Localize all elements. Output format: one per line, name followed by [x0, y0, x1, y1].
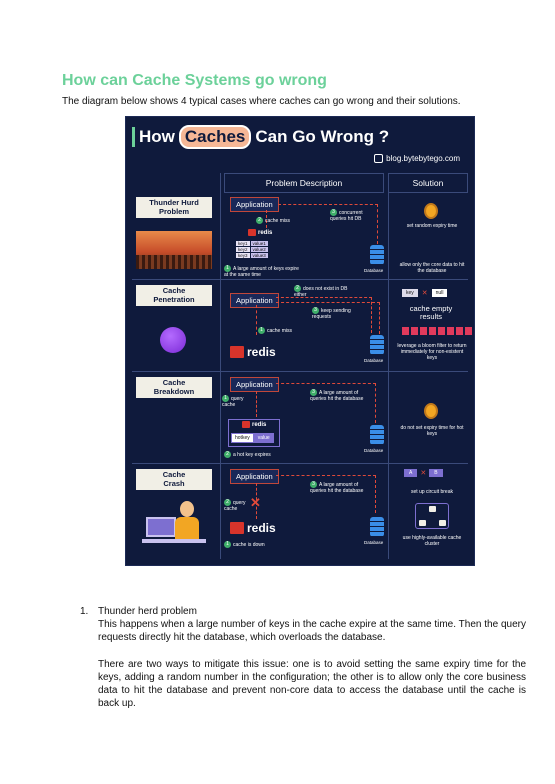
hot-value-chip: value	[254, 433, 274, 443]
bloom-bit	[456, 327, 463, 335]
step-note	[256, 217, 290, 225]
kv-key: key1	[238, 241, 248, 246]
caches-infographic	[125, 116, 475, 566]
bloom-bit	[447, 327, 454, 335]
step-number-icon: 3	[312, 307, 319, 314]
page-title: How can Cache Systems go wrong	[62, 72, 327, 89]
column-divider	[388, 173, 389, 559]
step-note	[222, 395, 252, 408]
solution-text: set up circuit break	[411, 489, 453, 495]
title-part1: How	[139, 127, 175, 146]
redis-node	[242, 421, 266, 428]
database-icon	[370, 335, 384, 355]
clock-icon	[424, 403, 438, 419]
bloom-bit	[402, 327, 409, 335]
case-label-line: Cache	[162, 470, 186, 479]
row-divider	[132, 279, 468, 280]
step-number-icon: 1	[222, 395, 229, 402]
cache-cluster-icon	[415, 503, 449, 529]
step-text: does not exist in DB either	[294, 285, 348, 298]
step-text: a hot key expires	[233, 451, 271, 458]
step-number-icon: 2	[256, 217, 263, 224]
key-value-table	[236, 241, 268, 259]
solution-text: do not set expiry time for hot keys	[400, 425, 464, 437]
cross-icon: ✕	[421, 290, 428, 297]
step-number-icon: 3	[310, 481, 317, 488]
solution-text: use highly-available cache cluster	[402, 535, 462, 547]
application-box: Application	[230, 293, 279, 308]
redis-icon	[248, 229, 256, 236]
redis-icon	[230, 522, 244, 534]
kv-row	[236, 241, 268, 246]
hot-key-pair	[231, 433, 274, 443]
database-label: Database	[364, 358, 384, 363]
kv-row	[236, 253, 268, 258]
case-label-line: Breakdown	[153, 386, 195, 396]
step-text: keep sending requests	[312, 307, 351, 320]
list-item-paragraph: This happens when a large number of keys in the cache expire at the same time. Then the query requests directly hit the database, which overloads the database.	[98, 619, 526, 643]
step-text: query cache	[224, 499, 246, 512]
step-note	[258, 327, 292, 335]
cluster-node	[429, 506, 436, 512]
bloom-bit	[411, 327, 418, 335]
service-b-chip: B	[429, 469, 442, 477]
service-a-chip: A	[404, 469, 417, 477]
solution-text: cache empty results	[409, 304, 453, 321]
kv-key: key3	[238, 253, 248, 258]
case-label-line: Cache	[162, 286, 186, 295]
solution-text: set random expiry time	[406, 223, 458, 229]
redis-icon	[242, 421, 250, 428]
request-arrow	[256, 305, 257, 335]
row-divider	[132, 463, 468, 464]
bloom-bit	[465, 327, 472, 335]
step-number-icon: 1	[224, 265, 231, 272]
step-text: query cache	[222, 395, 244, 408]
key-chip: key	[402, 289, 418, 297]
step-text: concurrent queries hit DB	[330, 209, 363, 222]
redis-node	[230, 345, 276, 359]
kv-value: value2	[252, 247, 266, 252]
developer-illustration	[142, 495, 206, 551]
request-arrow	[276, 475, 376, 476]
step-text: A large amount of queries hit the database	[310, 389, 364, 402]
ball-illustration	[160, 327, 186, 353]
database-label: Database	[364, 268, 384, 273]
solution-text: leverage a bloom filter to return immediately for non-existent keys	[397, 343, 467, 361]
bloom-bit	[429, 327, 436, 335]
kv-key: key2	[238, 247, 248, 252]
step-note	[294, 285, 354, 298]
monitor-icon	[146, 517, 176, 537]
request-arrow	[375, 475, 376, 513]
bloom-filter-icon	[402, 327, 472, 335]
cluster-node	[439, 520, 446, 526]
person-head	[180, 501, 194, 517]
bloom-bit	[420, 327, 427, 335]
request-arrow	[379, 302, 380, 334]
header-problem: Problem Description	[224, 173, 384, 193]
list-item	[80, 606, 526, 617]
request-arrow	[256, 391, 257, 417]
cluster-node	[419, 520, 426, 526]
redis-label: redis	[247, 345, 276, 359]
cross-icon: ✕	[250, 495, 261, 510]
request-arrow	[375, 383, 376, 423]
solution-text: allow only the core data to hit the database	[399, 262, 465, 274]
title-part2: Can Go Wrong ?	[255, 127, 390, 146]
case-label-cache-breakdown	[136, 377, 212, 398]
application-box: Application	[230, 469, 279, 484]
step-number-icon: 2	[294, 285, 301, 292]
step-text: cache miss	[267, 327, 293, 334]
person-body	[175, 517, 199, 539]
hot-key-chip: hotkey	[231, 433, 254, 443]
case-label-line: Thunder Hurd	[149, 198, 199, 207]
case-label-cache-penetration	[136, 285, 212, 306]
request-arrow	[276, 383, 376, 384]
brand-text: blog.bytebytego.com	[386, 154, 460, 163]
case-label-line: Crash	[163, 478, 185, 488]
step-text: A large amount of queries hit the database	[310, 481, 364, 494]
step-text: cache is down	[233, 541, 265, 548]
step-number-icon: 3	[330, 209, 337, 216]
numbered-list	[80, 606, 526, 617]
step-number-icon: 1	[224, 541, 231, 548]
kv-row	[236, 247, 268, 252]
title-accent-bar	[132, 127, 135, 147]
redis-label: redis	[247, 521, 276, 535]
step-note	[224, 541, 265, 549]
application-box: Application	[230, 377, 279, 392]
redis-label: redis	[258, 229, 273, 236]
redis-node	[230, 521, 276, 535]
step-note	[330, 209, 380, 222]
step-note	[310, 481, 368, 494]
case-label-thunder-hurd	[136, 197, 212, 218]
database-icon	[370, 245, 384, 265]
bloom-bit	[438, 327, 445, 335]
database-label: Database	[364, 448, 384, 453]
step-note	[224, 499, 250, 512]
redis-icon	[230, 346, 244, 358]
case-label-line: Penetration	[153, 294, 195, 304]
step-number-icon: 2	[224, 499, 231, 506]
database-icon	[370, 425, 384, 445]
brand	[374, 154, 460, 163]
database-label: Database	[364, 540, 384, 545]
intro-text: The diagram below shows 4 typical cases where caches can go wrong and their solutions.	[62, 96, 461, 107]
list-number: 1.	[80, 606, 89, 617]
redis-label: redis	[252, 421, 267, 428]
case-label-line: Problem	[158, 206, 189, 216]
infographic-title	[132, 125, 389, 149]
header-solution: Solution	[388, 173, 468, 193]
list-item-paragraph: There are two ways to mitigate this issue: one is to avoid setting the same expiry time for the keys, adding a random number in the configuration; the other is to allow only the core business data to hit the database and prevent non-core data to access the database until the cache is back up.	[98, 659, 526, 709]
request-arrow	[276, 302, 380, 303]
bytebytego-logo-icon	[374, 154, 383, 163]
desk	[142, 539, 206, 543]
clock-icon	[424, 203, 438, 219]
kv-value: value1	[252, 241, 266, 246]
list-item-title: Thunder herd problem	[98, 606, 197, 617]
step-note	[310, 389, 368, 402]
step-text: A large amount of keys expire at the same time	[224, 265, 299, 278]
case-label-line: Cache	[162, 378, 186, 387]
step-number-icon: 2	[224, 451, 231, 458]
redis-node	[248, 229, 272, 236]
circuit-break-diagram	[404, 469, 443, 477]
step-note	[224, 265, 304, 278]
key-null-pair	[402, 289, 447, 297]
kv-value: value3	[252, 253, 266, 258]
title-highlight: Caches	[179, 125, 251, 149]
request-arrow	[278, 204, 378, 205]
step-text: cache miss	[265, 217, 291, 224]
row-divider	[132, 371, 468, 372]
null-chip: null	[432, 289, 448, 297]
application-box: Application	[230, 197, 279, 212]
step-note	[312, 307, 362, 320]
cross-icon: ✕	[420, 470, 427, 477]
sunset-illustration	[136, 231, 212, 269]
database-icon	[370, 517, 384, 537]
step-number-icon: 3	[310, 389, 317, 396]
case-label-cache-crash	[136, 469, 212, 490]
step-note	[224, 451, 271, 459]
column-divider	[220, 173, 221, 559]
step-number-icon: 1	[258, 327, 265, 334]
